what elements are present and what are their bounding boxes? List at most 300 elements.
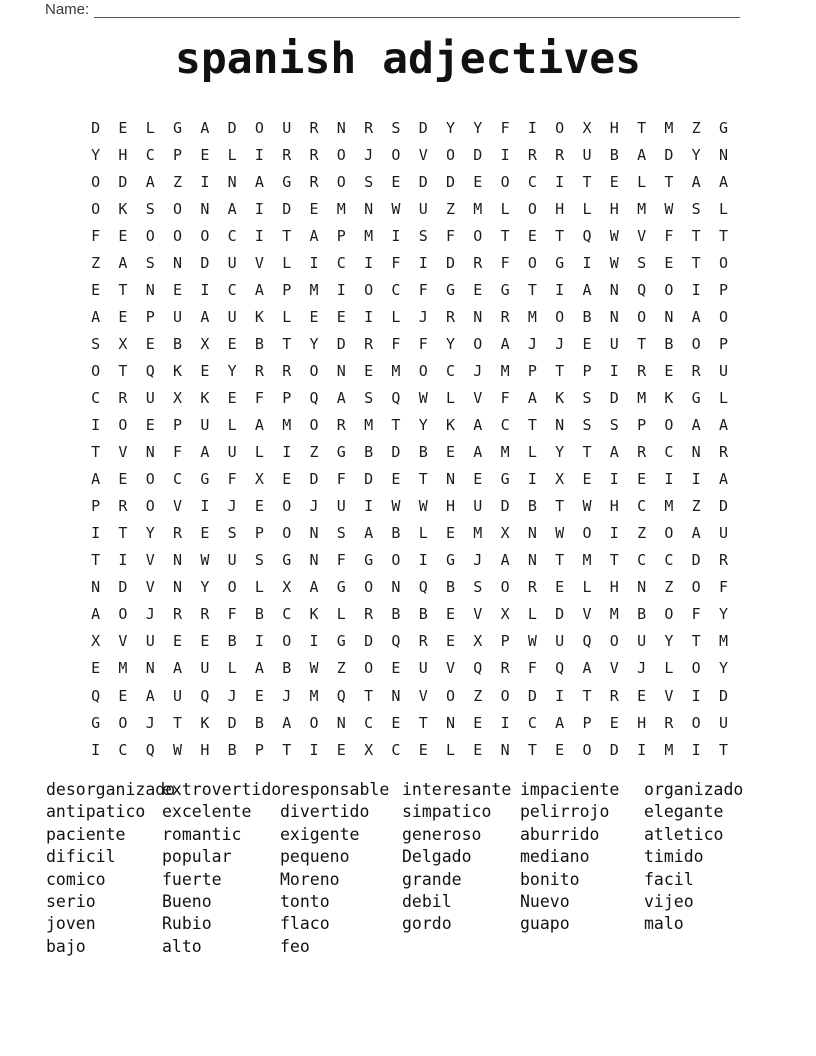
- grid-letter: I: [364, 497, 374, 516]
- grid-letter: R: [282, 361, 292, 380]
- grid-letter: U: [145, 388, 155, 407]
- grid-letter: R: [200, 605, 210, 624]
- grid-letter: A: [200, 118, 210, 137]
- grid-letter: S: [418, 226, 428, 245]
- grid-letter: O: [145, 497, 155, 516]
- grid-letter: X: [254, 470, 264, 489]
- grid-letter: F: [500, 253, 510, 272]
- word-list-column: [46, 779, 176, 958]
- grid-letter: I: [691, 280, 701, 299]
- word-list-item: popular: [162, 847, 232, 867]
- grid-letter: E: [418, 740, 428, 759]
- grid-letter: O: [118, 713, 128, 732]
- grid-letter: L: [445, 388, 456, 407]
- grid-letter: H: [609, 578, 619, 597]
- grid-letter: R: [173, 524, 183, 543]
- grid-letter: A: [582, 280, 592, 299]
- grid-letter: R: [173, 605, 183, 624]
- grid-letter: E: [582, 334, 592, 353]
- grid-letter: E: [582, 470, 592, 489]
- grid-letter: X: [473, 632, 483, 651]
- grid-letter: D: [227, 118, 237, 137]
- grid-letter: O: [555, 118, 565, 137]
- grid-letter: N: [336, 118, 346, 137]
- grid-letter: V: [173, 497, 183, 516]
- grid-letter: G: [500, 280, 510, 299]
- grid-letter: F: [391, 253, 401, 272]
- word-list-column: [520, 779, 644, 958]
- grid-letter: D: [527, 686, 537, 705]
- grid-letter: O: [664, 280, 674, 299]
- grid-letter: N: [445, 470, 456, 489]
- grid-letter: T: [664, 172, 674, 191]
- grid-letter: F: [664, 226, 674, 245]
- grid-letter: I: [691, 686, 701, 705]
- grid-letter: Y: [555, 443, 565, 462]
- grid-letter: F: [227, 470, 237, 489]
- grid-letter: K: [555, 388, 565, 407]
- grid-letter: P: [336, 226, 346, 245]
- grid-letter: I: [555, 686, 565, 705]
- grid-letter: W: [391, 199, 401, 218]
- grid-letter: O: [691, 713, 701, 732]
- grid-letter: S: [691, 199, 701, 218]
- word-list-item: romantic: [162, 824, 242, 844]
- grid-letter: Z: [637, 524, 647, 543]
- grid-letter: J: [282, 686, 292, 705]
- grid-letter: V: [254, 253, 264, 272]
- grid-letter: O: [718, 253, 728, 272]
- grid-letter: S: [364, 388, 374, 407]
- grid-letter: O: [336, 172, 346, 191]
- grid-letter: F: [718, 578, 728, 597]
- grid-letter: A: [718, 172, 728, 191]
- grid-letter: U: [173, 307, 183, 326]
- grid-letter: M: [527, 307, 537, 326]
- grid-letter: E: [200, 145, 210, 164]
- grid-letter: P: [254, 524, 264, 543]
- word-list-item: extrovertido: [162, 780, 282, 799]
- grid-letter: H: [200, 740, 210, 759]
- grid-letter: T: [637, 334, 647, 353]
- grid-letter: N: [200, 199, 210, 218]
- grid-letter: J: [364, 145, 374, 164]
- grid-letter: Q: [91, 686, 101, 705]
- grid-letter: A: [582, 659, 592, 678]
- grid-letter: V: [473, 605, 483, 624]
- grid-letter: D: [391, 443, 401, 462]
- grid-letter: I: [527, 118, 537, 137]
- grid-letter: N: [91, 578, 101, 597]
- grid-letter: B: [227, 632, 237, 651]
- grid-letter: I: [582, 253, 592, 272]
- grid-letter: O: [582, 524, 592, 543]
- grid-letter: O: [473, 226, 483, 245]
- grid-letter: N: [145, 659, 155, 678]
- grid-letter: M: [473, 524, 483, 543]
- grid-letter: O: [282, 524, 292, 543]
- grid-letter: E: [91, 280, 101, 299]
- grid-letter: O: [118, 605, 128, 624]
- grid-letter: T: [91, 443, 101, 462]
- grid-letter: Y: [91, 145, 101, 164]
- grid-letter: D: [282, 199, 292, 218]
- grid-letter: G: [91, 713, 101, 732]
- grid-letter: A: [527, 388, 537, 407]
- grid-letter: J: [145, 605, 155, 624]
- word-list-item: comico: [46, 869, 106, 889]
- grid-letter: C: [173, 470, 183, 489]
- grid-letter: C: [227, 226, 237, 245]
- grid-letter: N: [391, 578, 401, 597]
- grid-letter: M: [609, 605, 619, 624]
- word-list-item: guapo: [520, 914, 570, 934]
- grid-letter: O: [91, 361, 101, 380]
- grid-letter: O: [282, 632, 292, 651]
- grid-letter: B: [254, 605, 264, 624]
- grid-letter: W: [609, 253, 619, 272]
- grid-letter: G: [555, 253, 565, 272]
- grid-letter: M: [718, 632, 728, 651]
- grid-letter: S: [364, 172, 374, 191]
- page-title: spanish adjectives: [175, 34, 641, 84]
- grid-letter: A: [254, 659, 264, 678]
- grid-letter: F: [254, 388, 264, 407]
- grid-letter: C: [364, 713, 374, 732]
- grid-letter: E: [118, 118, 128, 137]
- word-list-column: [644, 779, 764, 958]
- grid-letter: O: [145, 226, 155, 245]
- grid-letter: N: [664, 307, 674, 326]
- grid-letter: U: [718, 361, 728, 380]
- grid-letter: Z: [336, 659, 346, 678]
- grid-letter: A: [200, 307, 210, 326]
- grid-letter: X: [555, 470, 565, 489]
- grid-letter: L: [527, 443, 537, 462]
- grid-letter: R: [118, 388, 128, 407]
- word-search-grid: [82, 114, 737, 763]
- grid-letter: A: [473, 443, 483, 462]
- grid-letter: O: [418, 361, 428, 380]
- grid-letter: E: [336, 307, 346, 326]
- grid-letter: U: [336, 497, 346, 516]
- grid-letter: I: [609, 361, 619, 380]
- grid-letter: T: [173, 713, 183, 732]
- word-list-item: Delgado: [402, 847, 472, 867]
- grid-letter: P: [173, 416, 183, 435]
- grid-letter: F: [227, 605, 237, 624]
- grid-letter: I: [91, 524, 101, 543]
- grid-letter: R: [609, 686, 619, 705]
- grid-letter: D: [118, 578, 128, 597]
- word-list-item: organizado: [644, 780, 744, 799]
- grid-letter: O: [91, 172, 101, 191]
- grid-letter: T: [555, 361, 565, 380]
- grid-letter: R: [336, 416, 346, 435]
- grid-letter: A: [282, 713, 292, 732]
- grid-letter: C: [391, 280, 401, 299]
- grid-letter: R: [364, 605, 374, 624]
- grid-letter: T: [282, 334, 292, 353]
- grid-letter: E: [664, 361, 674, 380]
- grid-letter: E: [473, 740, 483, 759]
- grid-letter: C: [282, 605, 292, 624]
- grid-letter: E: [445, 632, 456, 651]
- grid-letter: B: [637, 605, 647, 624]
- grid-letter: O: [145, 470, 155, 489]
- grid-letter: T: [418, 470, 428, 489]
- grid-letter: G: [336, 578, 346, 597]
- grid-letter: L: [418, 524, 428, 543]
- grid-letter: G: [282, 551, 292, 570]
- grid-letter: I: [500, 145, 510, 164]
- grid-letter: O: [336, 145, 346, 164]
- grid-letter: E: [254, 497, 264, 516]
- grid-letter: H: [445, 497, 456, 516]
- grid-letter: O: [200, 226, 210, 245]
- grid-letter: I: [91, 740, 101, 759]
- grid-letter: O: [173, 226, 183, 245]
- grid-letter: Q: [309, 388, 319, 407]
- grid-letter: O: [364, 280, 374, 299]
- grid-letter: V: [445, 659, 456, 678]
- grid-letter: D: [364, 632, 374, 651]
- grid-letter: U: [200, 416, 210, 435]
- grid-letter: W: [582, 497, 592, 516]
- grid-letter: Q: [391, 388, 401, 407]
- grid-letter: N: [336, 713, 346, 732]
- grid-letter: O: [664, 605, 674, 624]
- grid-letter: W: [664, 199, 674, 218]
- grid-letter: X: [500, 524, 510, 543]
- grid-letter: I: [282, 443, 292, 462]
- grid-letter: T: [637, 118, 647, 137]
- word-list-item: pequeno: [280, 847, 350, 867]
- grid-letter: R: [500, 659, 510, 678]
- grid-letter: U: [145, 632, 155, 651]
- grid-letter: J: [309, 497, 319, 516]
- grid-letter: T: [555, 497, 565, 516]
- grid-letter: O: [445, 686, 456, 705]
- grid-letter: T: [500, 226, 510, 245]
- grid-letter: U: [582, 145, 592, 164]
- grid-letter: E: [664, 253, 674, 272]
- grid-letter: W: [527, 632, 537, 651]
- grid-letter: S: [609, 416, 619, 435]
- grid-letter: R: [718, 551, 728, 570]
- grid-letter: M: [637, 199, 647, 218]
- word-list-item: fuerte: [162, 869, 222, 889]
- grid-letter: P: [718, 280, 728, 299]
- grid-letter: B: [364, 443, 374, 462]
- grid-letter: O: [664, 416, 674, 435]
- grid-letter: F: [336, 551, 346, 570]
- grid-letter: R: [364, 334, 374, 353]
- grid-letter: V: [637, 226, 647, 245]
- grid-letter: I: [200, 172, 210, 191]
- grid-letter: P: [173, 145, 183, 164]
- grid-letter: U: [418, 659, 428, 678]
- grid-letter: X: [500, 605, 510, 624]
- grid-letter: A: [254, 416, 264, 435]
- grid-letter: G: [500, 470, 510, 489]
- grid-letter: R: [445, 307, 456, 326]
- grid-letter: N: [336, 361, 346, 380]
- grid-letter: Y: [445, 118, 456, 137]
- grid-letter: B: [391, 524, 401, 543]
- grid-letter: T: [418, 713, 428, 732]
- grid-letter: E: [200, 361, 210, 380]
- grid-letter: L: [145, 118, 155, 137]
- grid-letter: O: [364, 659, 374, 678]
- grid-letter: O: [691, 659, 701, 678]
- grid-letter: N: [473, 307, 483, 326]
- grid-letter: A: [254, 280, 264, 299]
- grid-letter: Y: [445, 334, 456, 353]
- grid-letter: A: [309, 578, 319, 597]
- grid-letter: I: [555, 172, 565, 191]
- grid-letter: V: [609, 659, 619, 678]
- word-list-item: paciente: [46, 824, 126, 844]
- grid-letter: E: [445, 524, 456, 543]
- grid-letter: E: [609, 172, 619, 191]
- grid-letter: A: [173, 659, 183, 678]
- word-list-item: mediano: [520, 847, 590, 867]
- grid-letter: P: [582, 361, 592, 380]
- grid-letter: C: [445, 361, 456, 380]
- grid-letter: D: [118, 172, 128, 191]
- grid-letter: L: [664, 659, 674, 678]
- grid-letter: Z: [445, 199, 456, 218]
- word-list-item: elegante: [644, 802, 724, 822]
- grid-letter: I: [254, 145, 264, 164]
- grid-letter: E: [555, 578, 565, 597]
- grid-letter: R: [500, 307, 510, 326]
- grid-letter: L: [527, 605, 537, 624]
- grid-letter: N: [555, 416, 565, 435]
- grid-letter: R: [664, 713, 674, 732]
- grid-letter: A: [691, 524, 701, 543]
- grid-letter: I: [609, 524, 619, 543]
- grid-letter: J: [555, 334, 565, 353]
- grid-letter: S: [336, 524, 346, 543]
- grid-letter: D: [609, 740, 619, 759]
- grid-letter: N: [609, 280, 619, 299]
- grid-letter: K: [200, 713, 210, 732]
- grid-letter: D: [418, 172, 428, 191]
- grid-letter: R: [527, 578, 537, 597]
- grid-letter: M: [664, 118, 674, 137]
- grid-letter: V: [118, 632, 128, 651]
- grid-letter: O: [500, 578, 510, 597]
- word-list-item: flaco: [280, 914, 330, 934]
- word-list-item: responsable: [280, 780, 390, 799]
- grid-letter: G: [336, 632, 346, 651]
- grid-letter: C: [637, 497, 647, 516]
- name-label: Name:: [45, 1, 90, 18]
- grid-letter: L: [582, 578, 592, 597]
- grid-letter: L: [336, 605, 346, 624]
- grid-letter: I: [364, 307, 374, 326]
- grid-letter: D: [309, 470, 319, 489]
- grid-letter: G: [691, 388, 701, 407]
- grid-letter: V: [145, 551, 155, 570]
- grid-letter: A: [555, 713, 565, 732]
- grid-letter: D: [555, 605, 565, 624]
- grid-letter: N: [445, 713, 456, 732]
- grid-letter: R: [691, 361, 701, 380]
- grid-letter: P: [145, 307, 155, 326]
- grid-letter: D: [500, 497, 510, 516]
- grid-letter: E: [391, 659, 401, 678]
- grid-letter: O: [91, 199, 101, 218]
- grid-letter: A: [91, 307, 101, 326]
- grid-letter: Z: [691, 497, 701, 516]
- grid-letter: E: [555, 740, 565, 759]
- grid-letter: N: [364, 199, 374, 218]
- word-list-item: timido: [644, 847, 704, 867]
- word-list-item: Rubio: [162, 914, 212, 934]
- grid-letter: A: [609, 443, 619, 462]
- grid-letter: D: [609, 388, 619, 407]
- grid-letter: D: [445, 172, 456, 191]
- grid-letter: L: [227, 145, 237, 164]
- grid-letter: T: [91, 551, 101, 570]
- word-list-item: exigente: [280, 824, 360, 844]
- grid-letter: A: [691, 416, 701, 435]
- grid-letter: X: [200, 334, 210, 353]
- grid-letter: O: [691, 334, 701, 353]
- grid-letter: V: [118, 443, 128, 462]
- grid-letter: S: [473, 578, 483, 597]
- grid-letter: I: [309, 740, 319, 759]
- grid-letter: U: [227, 307, 237, 326]
- grid-letter: F: [336, 470, 346, 489]
- grid-letter: Q: [418, 578, 428, 597]
- grid-letter: B: [609, 145, 619, 164]
- grid-letter: L: [282, 307, 292, 326]
- grid-letter: U: [555, 632, 565, 651]
- grid-letter: R: [254, 361, 264, 380]
- grid-letter: L: [500, 199, 510, 218]
- grid-letter: T: [718, 226, 728, 245]
- word-list-item: Moreno: [280, 869, 340, 889]
- grid-letter: R: [309, 145, 319, 164]
- grid-letter: I: [691, 470, 701, 489]
- grid-letter: F: [91, 226, 101, 245]
- grid-letter: R: [364, 118, 374, 137]
- grid-letter: E: [391, 713, 401, 732]
- grid-letter: B: [418, 443, 428, 462]
- word-list-item: debil: [402, 892, 452, 912]
- grid-letter: R: [718, 443, 728, 462]
- name-row: [45, 1, 740, 18]
- word-list-item: Bueno: [162, 892, 212, 912]
- grid-letter: E: [173, 280, 183, 299]
- word-list-item: simpatico: [402, 802, 492, 822]
- grid-letter: E: [391, 172, 401, 191]
- grid-letter: Z: [691, 118, 701, 137]
- grid-letter: E: [527, 226, 537, 245]
- grid-letter: O: [582, 740, 592, 759]
- grid-letter: P: [637, 416, 647, 435]
- grid-letter: E: [145, 334, 155, 353]
- grid-letter: E: [336, 740, 346, 759]
- grid-letter: T: [691, 253, 701, 272]
- word-list-item: alto: [162, 936, 202, 956]
- grid-letter: J: [227, 686, 237, 705]
- grid-letter: T: [691, 632, 701, 651]
